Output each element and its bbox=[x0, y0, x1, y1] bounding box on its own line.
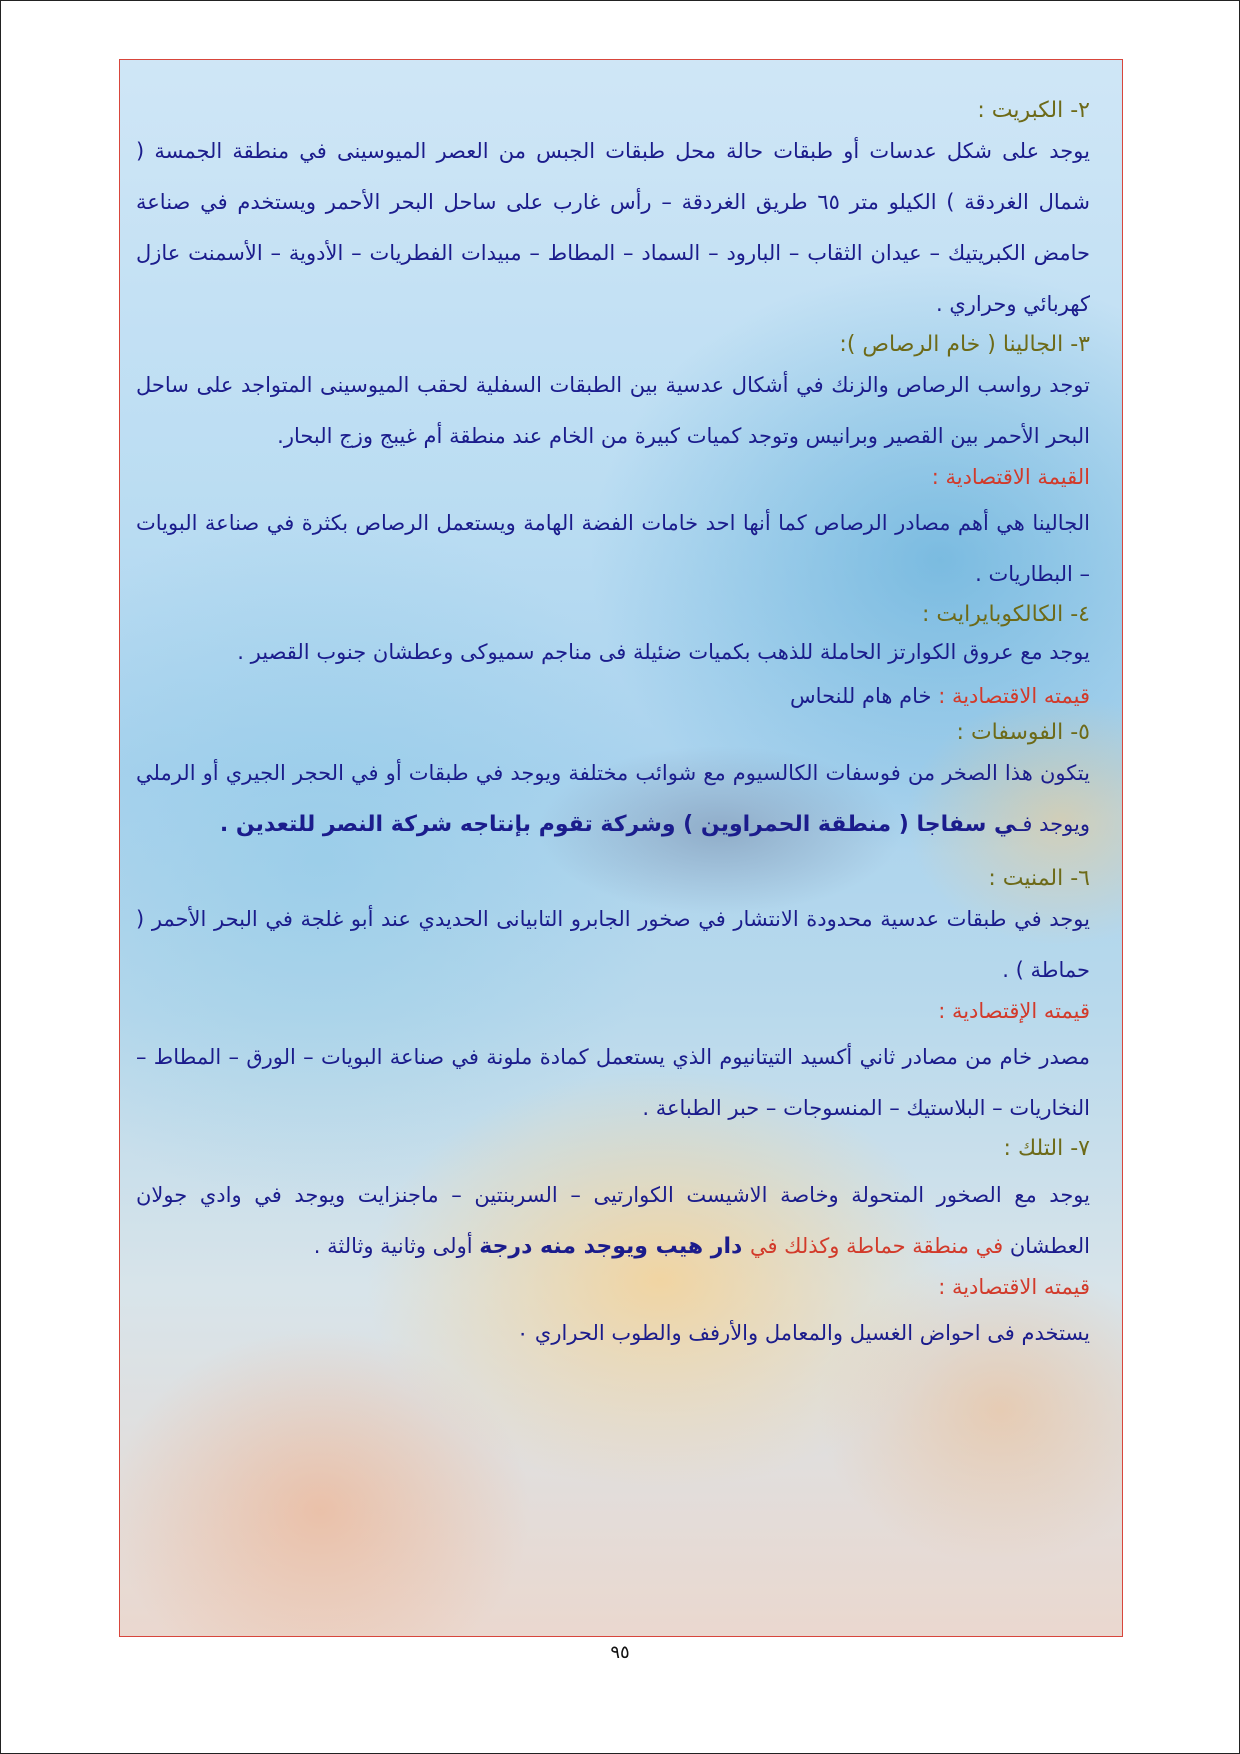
section-text-talc bbox=[136, 1170, 1090, 1272]
section-text-ilmenite: يوجد في طبقات عدسية محدودة الانتشار في صخور الجابرو التابيانى الحديدي عند أبو غلجة في البحر الأحمر ( حماطة ) . bbox=[136, 907, 1090, 982]
section-heading-sulfur: ٢- الكبريت : bbox=[977, 98, 1090, 123]
economic-value-line-chalcopyrite bbox=[136, 674, 1090, 718]
section-text-talc-start: يوجد مع الصخور المتحولة وخاصة الاشيست الكوارتيى – السربنتين – ماجنزايت ويوجد في وادي جولان العطشان bbox=[136, 1183, 1090, 1258]
economic-value-text-ilmenite: مصدر خام من مصادر ثاني أكسيد التيتانيوم الذي يستعمل كمادة ملونة في صناعة البويات – الورق – المطاط – النخاريات – البلاستيك – المنسوجات – حبر الطباعة . bbox=[136, 1045, 1090, 1120]
economic-value-label-chalcopyrite: قيمته الاقتصادية : bbox=[938, 684, 1090, 708]
section-text-galena: توجد رواسب الرصاص والزنك في أشكال عدسية بين الطبقات السفلية لحقب الميوسينى المتواجد على ساحل البحر الأحمر بين القصير وبرانيس وتوجد كميات كبيرة من الخام عند منطقة أم غيبج وزج البحار. bbox=[136, 373, 1090, 448]
section-heading-ilmenite: ٦- المنيت : bbox=[988, 866, 1090, 891]
section-text-talc-bold: دار هيب ويوجد منه درجة bbox=[479, 1234, 750, 1259]
section-heading-chalcopyrite: ٤- الكالكوبايرايت : bbox=[922, 602, 1090, 627]
section-text-talc-red: في منطقة حماطة وكذلك في bbox=[749, 1234, 1004, 1258]
section-text-sulfur: يوجد على شكل عدسات أو طبقات حالة محل طبقات الجبس من العصر الميوسينى في منطقة الجمسة ( شمال الغردقة ) الكيلو متر ٦٥ طريق الغردقة – رأس غارب على ساحل البحر الأحمر ويستخدم في صناعة حامض الكبريتيك – عيدان الثقاب – البارود – السماد – المطاط – مبيدات الفطريات – الأدوية – الأسمنت عازل كهربائي وحراري . bbox=[136, 139, 1090, 316]
section-heading-talc: ٧- التلك : bbox=[1003, 1136, 1090, 1161]
content-frame bbox=[119, 59, 1123, 1637]
page-number: ٩٥ bbox=[610, 1642, 630, 1663]
section-heading-phosphate: ٥- الفوسفات : bbox=[956, 720, 1090, 745]
economic-value-heading-galena: القيمة الاقتصادية : bbox=[931, 465, 1090, 489]
section-text-phosphate bbox=[136, 748, 1090, 850]
section-text-phosphate-bold: ي سفاجا ( منطقة الحمراوين ) وشركة تقوم بإنتاجه شركة النصر للتعدين . bbox=[219, 812, 1017, 837]
section-text-phosphate-start: يتكون هذا الصخر من فوسفات الكالسيوم مع شوائب مختلفة ويوجد في طبقات أو في الحجر الجيري أو الرملي ويوجد فـ bbox=[136, 761, 1090, 836]
economic-value-heading-ilmenite: قيمته الإقتصادية : bbox=[938, 999, 1090, 1023]
section-text-chalcopyrite: يوجد مع عروق الكوارتز الحاملة للذهب بكميات ضئيلة فى مناجم سميوكى وعطشان جنوب القصير . bbox=[237, 640, 1090, 664]
economic-value-heading-talc: قيمته الاقتصادية : bbox=[938, 1275, 1090, 1299]
economic-value-text-chalcopyrite: خام هام للنحاس bbox=[790, 684, 932, 708]
economic-value-text-talc: يستخدم فى احواض الغسيل والمعامل والأرفف والطوب الحراري ٠ bbox=[516, 1321, 1090, 1345]
economic-value-text-galena: الجالينا هي أهم مصادر الرصاص كما أنها احد خامات الفضة الهامة ويستعمل الرصاص بكثرة في صناعة البويات – البطاريات . bbox=[136, 511, 1090, 586]
section-heading-galena: ٣- الجالينا ( خام الرصاص ): bbox=[839, 332, 1090, 357]
section-text-talc-end: أولى وثانية وثالثة . bbox=[313, 1234, 480, 1258]
document-body bbox=[136, 96, 1090, 1359]
